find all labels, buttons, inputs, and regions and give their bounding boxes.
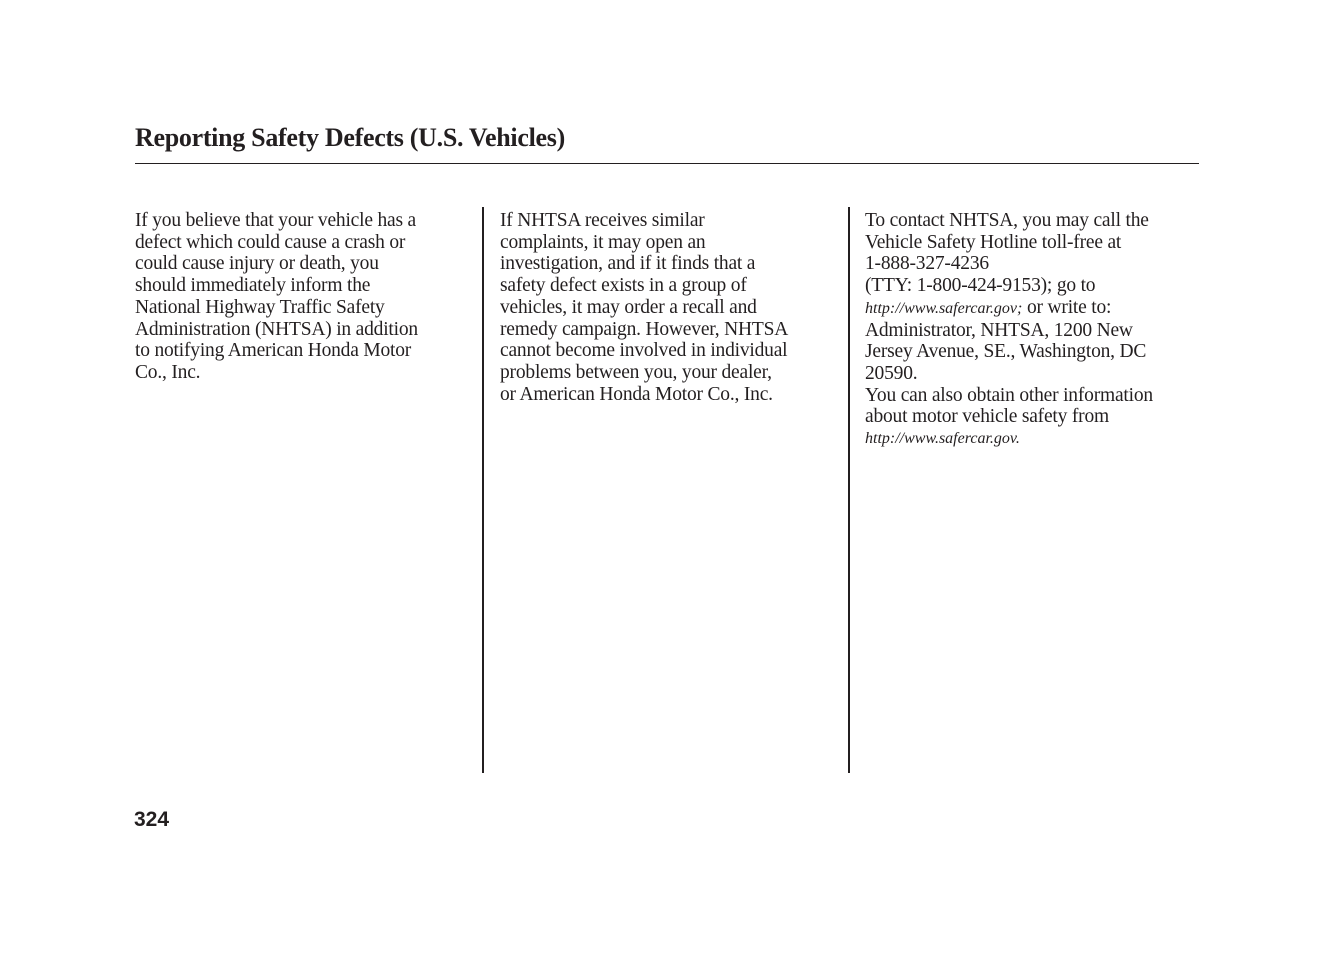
text-line: If you believe that your vehicle has a [135, 210, 416, 231]
text-line: Administration (NHTSA) in addition [135, 318, 418, 340]
page-title: Reporting Safety Defects (U.S. Vehicles) [135, 123, 565, 152]
text-line: problems between you, your dealer, [500, 361, 772, 383]
text-line-with-link [865, 297, 1199, 320]
column-divider-1 [482, 207, 484, 773]
column-3-paragraph [865, 210, 1199, 450]
title-divider [135, 163, 1199, 164]
safercar-url-link[interactable]: http://www.safercar.gov; [865, 299, 1023, 317]
text-line: To contact NHTSA, you may call the [865, 210, 1149, 231]
text-line: Administrator, NHTSA, 1200 New [865, 319, 1133, 341]
text-line: Jersey Avenue, SE., Washington, DC [865, 341, 1147, 363]
column-divider-2 [848, 207, 850, 773]
text-line: If NHTSA receives similar [500, 210, 705, 231]
text-line: safety defect exists in a group of [500, 275, 747, 297]
text-line: remedy campaign. However, NHTSA [500, 318, 789, 340]
text-line: Vehicle Safety Hotline toll-free at [865, 231, 1122, 253]
text-line: 1-888-327-4236 [865, 253, 989, 275]
text-line: vehicles, it may order a recall and [500, 296, 757, 318]
text-line: complaints, it may open an [500, 231, 706, 253]
text-line: about motor vehicle safety from [865, 406, 1109, 428]
text-line: to notifying American Honda Motor [135, 340, 412, 362]
column-2-paragraph [500, 210, 835, 405]
text-line: cannot become involved in individual [500, 340, 788, 362]
page-number: 324 [134, 808, 170, 831]
text-line: investigation, and if it finds that a [500, 253, 756, 275]
text-line: should immediately inform the [135, 275, 371, 297]
safercar-url-link-2[interactable]: http://www.safercar.gov. [865, 430, 1020, 448]
text-line: (TTY: 1-800-424-9153); go to [865, 275, 1096, 297]
column-1-paragraph [135, 210, 465, 384]
text-line: could cause injury or death, you [135, 253, 379, 275]
text-line: Co., Inc. [135, 361, 201, 383]
text-line: You can also obtain other information [865, 384, 1153, 406]
text-line: National Highway Traffic Safety [135, 296, 385, 318]
text-line: 20590. [865, 362, 918, 384]
text-line: or American Honda Motor Co., Inc. [500, 383, 773, 405]
text-line: defect which could cause a crash or [135, 231, 406, 253]
text-fragment: or write to: [1022, 296, 1112, 318]
